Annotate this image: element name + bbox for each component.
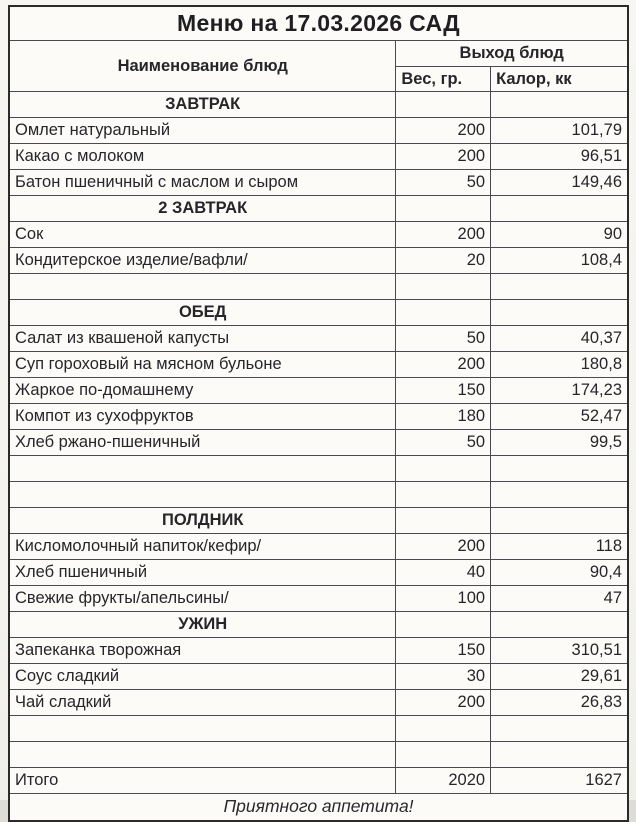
dish-calories: 310,51	[491, 638, 628, 664]
dish-name: Чай сладкий	[9, 690, 396, 716]
dish-row	[9, 248, 628, 274]
dish-weight	[396, 196, 491, 222]
dish-row	[9, 534, 628, 560]
dish-calories: 118	[491, 534, 628, 560]
dish-calories: 26,83	[491, 690, 628, 716]
dish-row	[9, 378, 628, 404]
dish-calories	[491, 742, 628, 768]
empty-row	[9, 742, 628, 768]
dish-name: Омлет натуральный	[9, 118, 396, 144]
dish-weight: 20	[396, 248, 491, 274]
dish-weight: 2020	[396, 768, 491, 794]
dish-calories	[491, 716, 628, 742]
dish-calories: 101,79	[491, 118, 628, 144]
dish-weight: 200	[396, 222, 491, 248]
dish-row	[9, 222, 628, 248]
dish-name: Жаркое по-домашнему	[9, 378, 396, 404]
dish-name: Итого	[9, 768, 396, 794]
dish-calories	[491, 482, 628, 508]
dish-name: Кондитерское изделие/вафли/	[9, 248, 396, 274]
dish-row	[9, 638, 628, 664]
dish-row	[9, 144, 628, 170]
section-row	[9, 196, 628, 222]
dish-calories: 99,5	[491, 430, 628, 456]
dish-name	[9, 456, 396, 482]
footer-row	[9, 794, 628, 822]
dish-calories: 149,46	[491, 170, 628, 196]
dish-calories: 29,61	[491, 664, 628, 690]
dish-row	[9, 352, 628, 378]
dish-weight: 50	[396, 430, 491, 456]
dish-row	[9, 326, 628, 352]
dish-name: Кисломолочный напиток/кефир/	[9, 534, 396, 560]
dish-weight: 50	[396, 326, 491, 352]
dish-name	[9, 482, 396, 508]
dish-row	[9, 664, 628, 690]
dish-calories: 90	[491, 222, 628, 248]
dish-weight: 150	[396, 638, 491, 664]
dish-calories	[491, 300, 628, 326]
dish-name: Салат из квашеной капусты	[9, 326, 396, 352]
dish-calories: 180,8	[491, 352, 628, 378]
section-row	[9, 92, 628, 118]
dish-weight	[396, 274, 491, 300]
dish-weight	[396, 300, 491, 326]
dish-weight	[396, 716, 491, 742]
dish-name: Свежие фрукты/апельсины/	[9, 586, 396, 612]
dish-weight: 100	[396, 586, 491, 612]
section-title: ПОЛДНИК	[9, 508, 396, 534]
dish-weight: 200	[396, 534, 491, 560]
dish-calories	[491, 612, 628, 638]
dish-name: Соус сладкий	[9, 664, 396, 690]
dish-calories	[491, 274, 628, 300]
dish-weight: 150	[396, 378, 491, 404]
empty-row	[9, 274, 628, 300]
dish-weight	[396, 742, 491, 768]
dish-weight	[396, 508, 491, 534]
menu-table	[8, 5, 629, 822]
dish-row	[9, 118, 628, 144]
dish-name: Батон пшеничный с маслом и сыром	[9, 170, 396, 196]
column-header-output-group: Выход блюд	[396, 41, 628, 67]
dish-row	[9, 586, 628, 612]
dish-weight: 200	[396, 144, 491, 170]
dish-calories	[491, 456, 628, 482]
menu-table-header	[9, 6, 628, 92]
dish-weight: 200	[396, 690, 491, 716]
total-row	[9, 768, 628, 794]
dish-weight: 200	[396, 118, 491, 144]
dish-row	[9, 690, 628, 716]
dish-weight: 30	[396, 664, 491, 690]
title-row	[9, 6, 628, 41]
footer-message: Приятного аппетита!	[9, 794, 628, 822]
page-title: Меню на 17.03.2026 САД	[9, 6, 628, 41]
dish-weight	[396, 482, 491, 508]
section-row	[9, 300, 628, 326]
section-title: ОБЕД	[9, 300, 396, 326]
dish-calories	[491, 92, 628, 118]
dish-name	[9, 716, 396, 742]
dish-calories: 40,37	[491, 326, 628, 352]
column-header-dish-name: Наименование блюд	[9, 41, 396, 92]
dish-calories: 96,51	[491, 144, 628, 170]
dish-calories	[491, 508, 628, 534]
dish-weight	[396, 612, 491, 638]
dish-row	[9, 404, 628, 430]
menu-table-footer	[9, 794, 628, 822]
section-row	[9, 612, 628, 638]
dish-calories: 108,4	[491, 248, 628, 274]
dish-name: Какао с молоком	[9, 144, 396, 170]
dish-weight: 180	[396, 404, 491, 430]
dish-weight: 200	[396, 352, 491, 378]
dish-row	[9, 430, 628, 456]
dish-name: Хлеб пшеничный	[9, 560, 396, 586]
column-header-weight: Вес, гр.	[396, 67, 491, 92]
dish-weight: 50	[396, 170, 491, 196]
dish-name	[9, 742, 396, 768]
dish-calories: 90,4	[491, 560, 628, 586]
dish-name: Суп гороховый на мясном бульоне	[9, 352, 396, 378]
empty-row	[9, 716, 628, 742]
section-title: УЖИН	[9, 612, 396, 638]
dish-name: Запеканка творожная	[9, 638, 396, 664]
empty-row	[9, 482, 628, 508]
section-title: 2 ЗАВТРАК	[9, 196, 396, 222]
dish-calories: 47	[491, 586, 628, 612]
dish-weight: 40	[396, 560, 491, 586]
dish-row	[9, 170, 628, 196]
dish-calories: 174,23	[491, 378, 628, 404]
section-title: ЗАВТРАК	[9, 92, 396, 118]
dish-calories: 52,47	[491, 404, 628, 430]
dish-calories	[491, 196, 628, 222]
dish-name: Хлеб ржано-пшеничный	[9, 430, 396, 456]
header-row-group	[9, 41, 628, 67]
menu-table-body	[9, 92, 628, 794]
column-header-calories: Калор, кк	[491, 67, 628, 92]
dish-weight	[396, 92, 491, 118]
dish-calories: 1627	[491, 768, 628, 794]
empty-row	[9, 456, 628, 482]
dish-weight	[396, 456, 491, 482]
section-row	[9, 508, 628, 534]
dish-name	[9, 274, 396, 300]
dish-row	[9, 560, 628, 586]
dish-name: Компот из сухофруктов	[9, 404, 396, 430]
dish-name: Сок	[9, 222, 396, 248]
